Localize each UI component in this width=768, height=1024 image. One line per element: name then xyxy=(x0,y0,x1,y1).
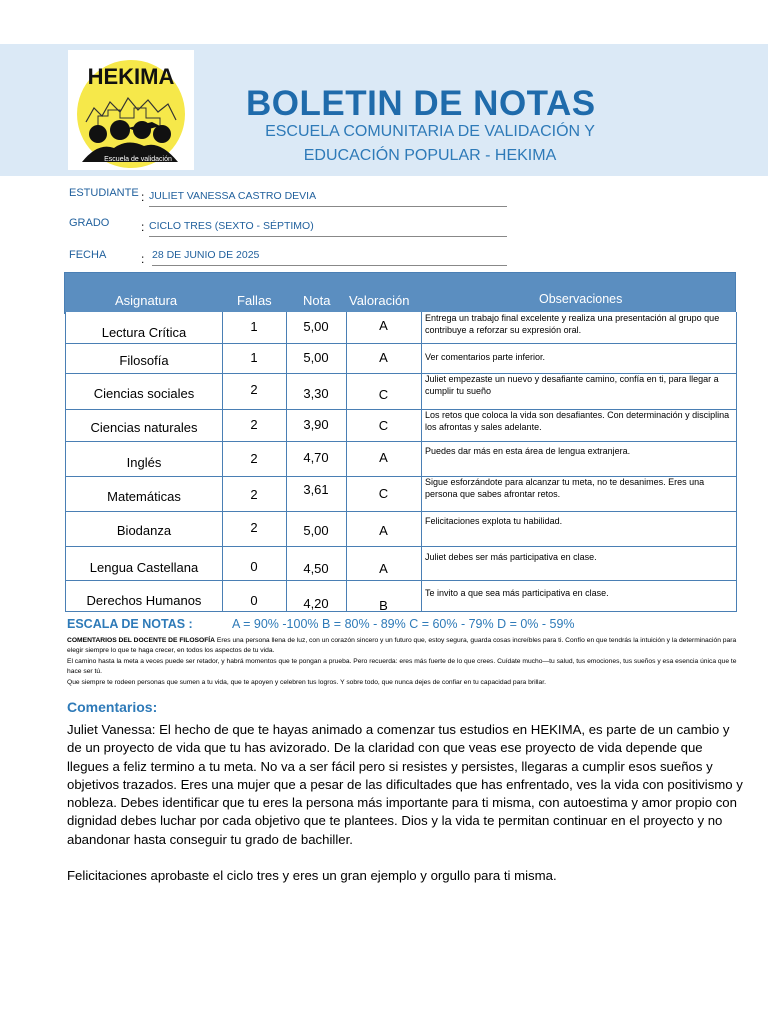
student-name: JULIET VANESSA CASTRO DEVIA xyxy=(149,190,507,207)
cell-grade-text: 4,50 xyxy=(303,561,329,576)
cell-grade-text: 5,00 xyxy=(303,350,329,365)
cell-obs xyxy=(421,410,736,441)
cell-absences xyxy=(222,344,287,373)
cell-rating-text: A xyxy=(379,318,388,333)
cell-absences xyxy=(222,442,287,476)
cell-grade xyxy=(286,581,347,611)
grade-colon: : xyxy=(141,220,145,234)
cell-grade xyxy=(286,312,347,343)
comments-body xyxy=(67,721,747,885)
cell-subject xyxy=(66,442,223,476)
hekima-logo xyxy=(68,50,194,170)
cell-rating xyxy=(346,547,422,580)
cell-obs-text: Juliet empezaste un nuevo y desafiante camino, confía en ti, para llegar a cumplir tu sueño xyxy=(425,374,719,396)
cell-absences xyxy=(222,581,287,611)
grades-table xyxy=(64,272,736,613)
cell-grade-text: 4,70 xyxy=(303,450,329,465)
header-grade: Nota xyxy=(303,293,331,308)
date-colon: : xyxy=(141,252,145,266)
cell-grade-text: 3,61 xyxy=(303,482,329,497)
cell-obs-text: Te invito a que sea más participativa en clase. xyxy=(425,588,609,598)
cell-subject-text: Lengua Castellana xyxy=(89,560,199,575)
date-value: 28 DE JUNIO DE 2025 xyxy=(152,249,507,266)
cell-obs-text: Felicitaciones explota tu habilidad. xyxy=(425,516,563,526)
cell-subject-text: Matemáticas xyxy=(107,489,181,504)
comments-paragraph-1: Juliet Vanessa: El hecho de que te hayas animado a comenzar tus estudios en HEKIMA, es parte de un cambio y de un proyecto de vida que tu has avizorado. De la claridad con que veas ese proyecto de vida depende que llegues a feliz termino a tu meta. No va a ser fácil pero si resistes y persistes, llegaras a cumplir esos sueños y objetivos trazados. Eres una mujer que a pesar de las dificultades que has enfrentado, ves la vida con positivismo y nobleza. Debes identificar que tu eres la persona más importante para ti misma, con autoestima y amor propio con dignidad debes luchar por cada objetivo que te plantees. Dios y la vida te permitan continuar en el proyecto y no abandonar hasta conseguir tu grado de bachiller. xyxy=(67,722,743,847)
header-absences: Fallas xyxy=(237,293,272,308)
cell-grade xyxy=(286,410,347,441)
cell-obs xyxy=(421,344,736,373)
cell-absences-text: 1 xyxy=(250,350,258,365)
cell-subject-text: Filosofía xyxy=(119,353,169,368)
cell-subject-text: Ciencias naturales xyxy=(90,420,198,435)
cell-absences-text: 2 xyxy=(250,417,258,432)
cell-rating xyxy=(346,512,422,546)
header-observations: Observaciones xyxy=(539,292,623,306)
cell-grade xyxy=(286,344,347,373)
grading-scale-values: A = 90% -100% B = 80% - 89% C = 60% - 79% D = 0% - 59% xyxy=(232,617,575,631)
cell-subject xyxy=(66,312,223,343)
cell-obs-text: Sigue esforzándote para alcanzar tu meta, no te desanimes. Eres una persona que sabes afrontar retos. xyxy=(425,477,705,499)
cell-absences-text: 0 xyxy=(250,559,258,574)
table-row xyxy=(65,344,737,374)
cell-absences xyxy=(222,374,287,409)
cell-grade xyxy=(286,442,347,476)
cell-rating-text: A xyxy=(379,561,388,576)
cell-absences-text: 1 xyxy=(250,319,258,334)
cell-rating xyxy=(346,477,422,511)
logo-text: HEKIMA xyxy=(87,64,175,89)
cell-absences xyxy=(222,312,287,343)
cell-rating xyxy=(346,312,422,343)
table-row xyxy=(65,312,737,344)
grading-scale-label: ESCALA DE NOTAS : xyxy=(67,617,193,631)
cell-subject xyxy=(66,410,223,441)
comments-paragraph-2: Felicitaciones aprobaste el ciclo tres y eres un gran ejemplo y orgullo para ti misma. xyxy=(67,868,557,884)
school-name: ESCUELA COMUNITARIA DE VALIDACIÓN Y EDUCACIÓN POPULAR - HEKIMA xyxy=(265,123,595,164)
philosophy-comments xyxy=(67,636,737,688)
cell-grade xyxy=(286,512,347,546)
cell-absences-text: 0 xyxy=(250,593,258,608)
cell-obs-text: Puedes dar más en esta área de lengua extranjera. xyxy=(425,446,631,456)
cell-obs-text: Los retos que coloca la vida son desafiantes. Con determinación y disciplina los afrontas y sales adelante. xyxy=(425,410,730,432)
cell-grade-text: 4,20 xyxy=(303,596,329,611)
date-label: FECHA xyxy=(69,249,107,261)
cell-rating-text: A xyxy=(379,523,388,538)
cell-rating-text: A xyxy=(379,350,388,365)
cell-obs-text: Entrega un trabajo final excelente y realiza una presentación al grupo que contribuye a reforzar su expresión oral. xyxy=(425,313,720,335)
cell-subject-text: Ciencias sociales xyxy=(93,386,195,401)
cell-subject xyxy=(66,512,223,546)
cell-obs xyxy=(421,477,736,511)
cell-obs xyxy=(421,512,736,546)
cell-rating-text: C xyxy=(378,387,389,402)
cell-obs xyxy=(421,547,736,580)
cell-subject-text: Derechos Humanos xyxy=(86,593,202,608)
table-row xyxy=(65,477,737,512)
cell-subject-text: Inglés xyxy=(126,455,162,470)
cell-subject xyxy=(66,547,223,580)
philosophy-line3: Que siempre te rodeen personas que sumen a tu vida, que te apoyen y celebren tus logros. Y sobre todo, que nunca dejes de confiar en tu capacidad para brillar. xyxy=(67,678,546,686)
philosophy-line2: El camino hasta la meta a veces puede ser retador, y habrá momentos que te pongan a prueba. Pero recuerda: eres más fuerte de lo que crees. Cuídate mucho—tu salud, tus emociones, tus sueños y esa esencia única que te hace ser tú. xyxy=(67,657,737,676)
student-colon: : xyxy=(141,190,145,204)
cell-absences xyxy=(222,512,287,546)
cell-grade-text: 5,00 xyxy=(303,523,329,538)
cell-rating xyxy=(346,344,422,373)
cell-rating-text: C xyxy=(378,486,389,501)
table-header xyxy=(64,272,736,314)
cell-obs-text: Juliet debes ser más participativa en clase. xyxy=(425,552,597,562)
cell-subject xyxy=(66,477,223,511)
cell-rating xyxy=(346,581,422,611)
student-label: ESTUDIANTE xyxy=(69,187,139,199)
table-row xyxy=(65,410,737,442)
cell-rating-text: C xyxy=(378,418,389,433)
philosophy-line1: Eres una persona llena de luz, con un corazón sincero y un futuro que, estoy segura, guarda cosas increíbles para ti. Confío en que tendrás la intuición y la determinación para elegir siempre lo que te haga crecer, en todos los aspectos de tu vida. xyxy=(67,637,737,655)
cell-subject-text: Lectura Crítica xyxy=(101,325,187,340)
cell-rating-text: B xyxy=(379,598,388,613)
cell-obs xyxy=(421,374,736,409)
cell-rating xyxy=(346,410,422,441)
header-subject: Asignatura xyxy=(115,293,178,308)
cell-absences-text: 2 xyxy=(250,487,258,502)
logo-subtext: Escuela de validación xyxy=(104,156,172,163)
cell-absences xyxy=(222,410,287,441)
cell-absences xyxy=(222,477,287,511)
cell-subject xyxy=(66,581,223,611)
cell-rating xyxy=(346,374,422,409)
cell-obs xyxy=(421,442,736,476)
table-row xyxy=(65,442,737,477)
cell-grade xyxy=(286,477,347,511)
cell-rating-text: A xyxy=(379,450,388,465)
table-row xyxy=(65,374,737,410)
cell-obs xyxy=(421,312,736,343)
page-title: BOLETIN DE NOTAS xyxy=(246,84,596,123)
header-rating: Valoración xyxy=(349,293,410,308)
table-row xyxy=(65,512,737,547)
cell-grade-text: 3,30 xyxy=(303,386,329,401)
table-row xyxy=(65,581,737,612)
cell-absences-text: 2 xyxy=(250,382,258,397)
cell-subject xyxy=(66,374,223,409)
table-row xyxy=(65,547,737,581)
cell-obs xyxy=(421,581,736,611)
cell-subject-text: Biodanza xyxy=(116,523,172,538)
cell-absences xyxy=(222,547,287,580)
cell-grade-text: 5,00 xyxy=(303,319,329,334)
grade-label: GRADO xyxy=(69,217,110,229)
cell-rating xyxy=(346,442,422,476)
cell-subject xyxy=(66,344,223,373)
cell-grade-text: 3,90 xyxy=(303,417,329,432)
comments-title: Comentarios: xyxy=(67,699,158,715)
cell-grade xyxy=(286,547,347,580)
cell-obs-text: Ver comentarios parte inferior. xyxy=(425,352,546,362)
cell-absences-text: 2 xyxy=(250,520,258,535)
cell-absences-text: 2 xyxy=(250,451,258,466)
cell-grade xyxy=(286,374,347,409)
grade-value: CICLO TRES (SEXTO - SÉPTIMO) xyxy=(149,220,507,237)
philosophy-heading: COMENTARIOS DEL DOCENTE DE FILOSOFÍA xyxy=(67,637,215,644)
